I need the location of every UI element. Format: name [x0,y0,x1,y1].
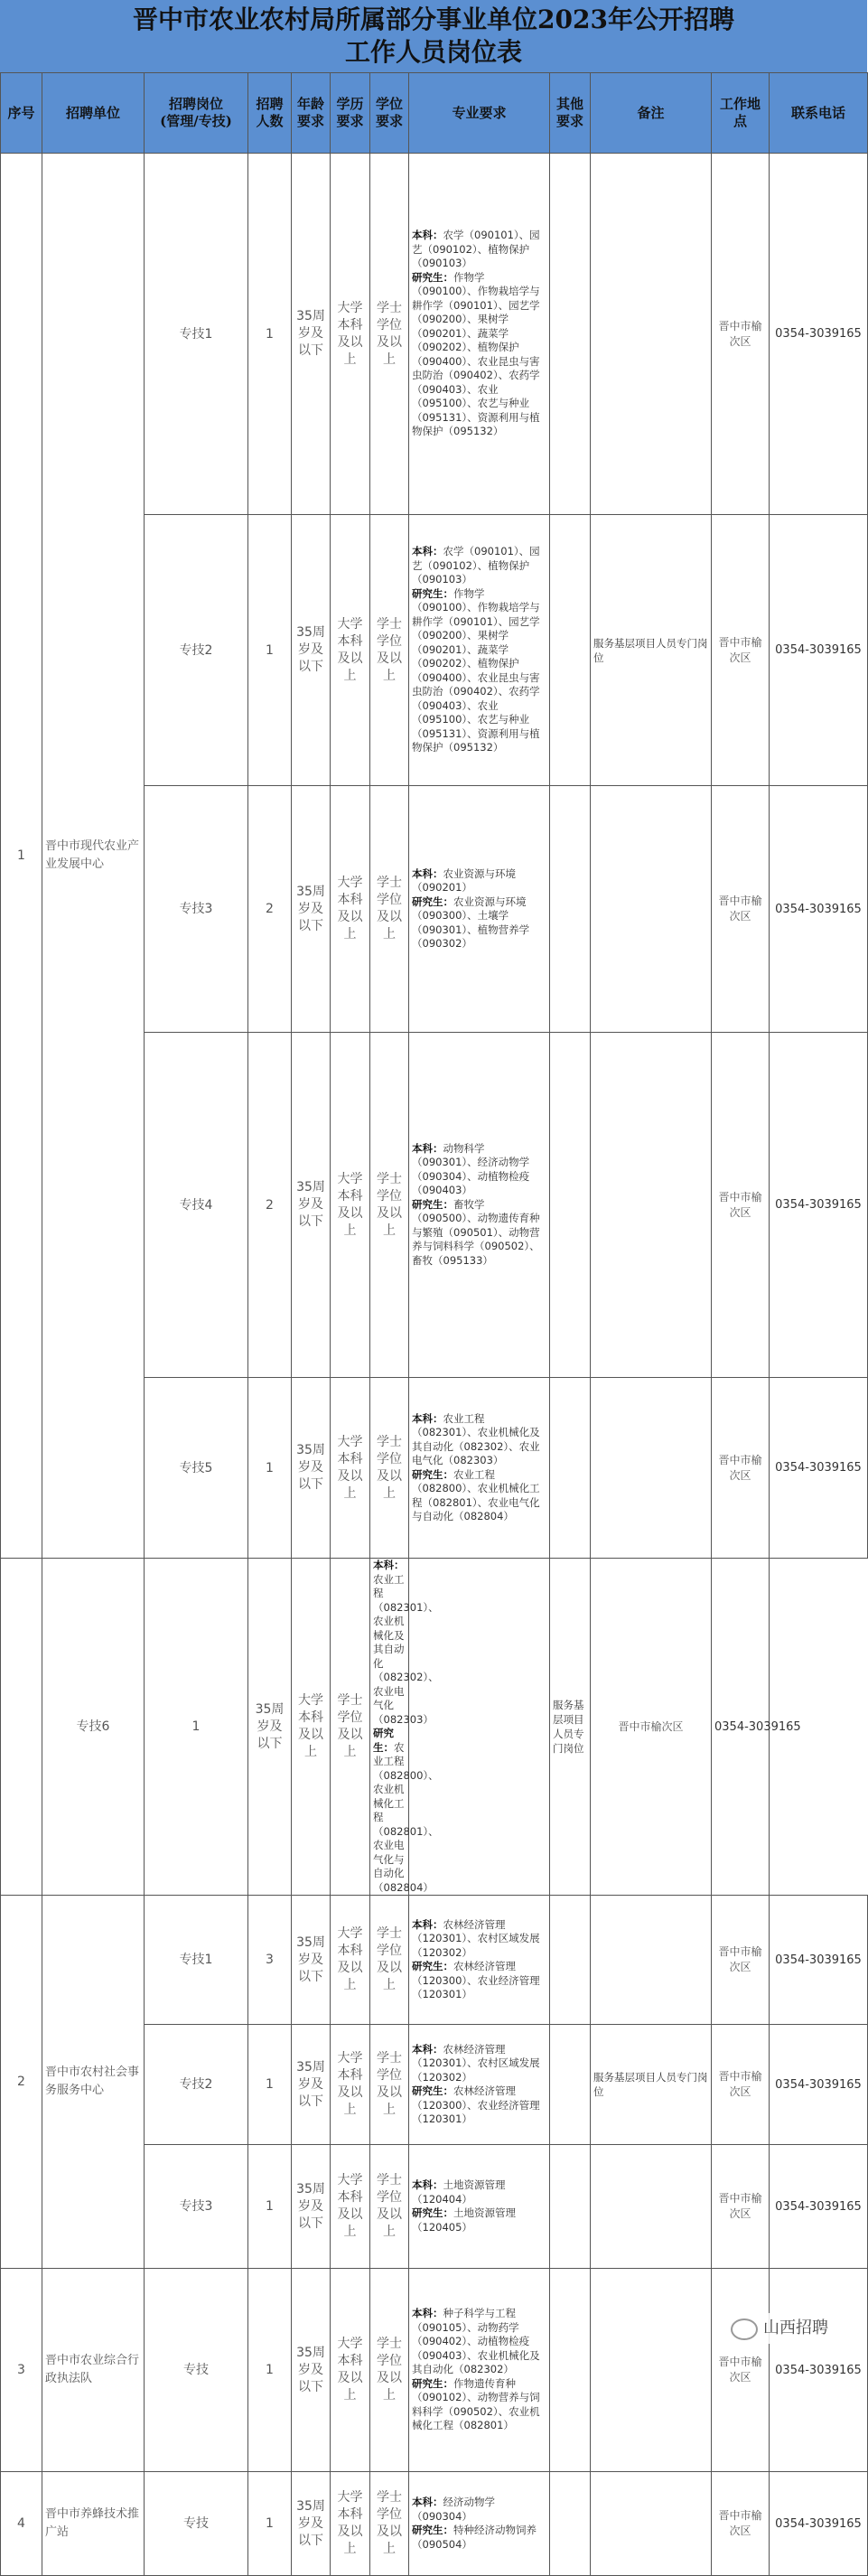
cell-other [550,2145,591,2269]
cell-major [409,786,550,1033]
cell-major [409,2472,550,2576]
cell-other [550,1378,591,1559]
major-text: 特种经济动物饲养（090504） [412,2524,537,2551]
cell-note [591,154,712,515]
cell-edu: 大学本科及以上 [292,1559,331,1896]
major-label: 研究生： [412,2206,453,2219]
cell-edu: 大学本科及以上 [331,1378,370,1559]
cell-loc: 晋中市榆次区 [712,2472,770,2576]
cell-edu: 大学本科及以上 [331,154,370,515]
cell-num: 2 [248,1033,292,1378]
table-row [1,1559,868,1896]
cell-degree: 学士学位及以上 [370,515,409,786]
cell-num: 2 [248,786,292,1033]
cell-num: 1 [248,2145,292,2269]
cell-age: 35周岁及以下 [292,786,331,1033]
major-text: 农林经济管理（120300）、农业经济管理（120301） [412,1960,540,2000]
cell-degree: 学士学位及以上 [370,154,409,515]
title-line-1: 晋中市农业农村局所属部分事业单位2023年公开招聘 [133,5,734,34]
cell-degree: 学士学位及以上 [370,2472,409,2576]
cell-major [409,2145,550,2269]
major-text: 农业工程（082301）、农业机械化及其自动化（082302）、农业电气化（082303） [412,1411,540,1466]
cell-age: 35周岁及以下 [292,154,331,515]
watermark-text: 山西招聘 [763,2318,828,2337]
header-post: 招聘岗位 (管理/专技) [145,73,248,154]
cell-edu: 大学本科及以上 [331,2472,370,2576]
cell-edu: 大学本科及以上 [331,515,370,786]
major-label: 本科： [412,2307,443,2320]
cell-age: 35周岁及以下 [292,1896,331,2025]
major-text: 作物学（090100）、作物栽培学与耕作学（090101）、园艺学（090200）、果树学（090201）、蔬菜学（090202）、植物保护（090400）、农业昆虫与害虫防治（090402）、农药学（090403）、农业（095100）、农艺与种业（095131）、资源利用与植物保护（095132） [412,270,540,438]
cell-seq: 2 [1,1896,42,2269]
cell-note [591,2145,712,2269]
cell-note: 服务基层项目人员专门岗位 [591,515,712,786]
cell-edu: 大学本科及以上 [331,1033,370,1378]
cell-unit [1,1559,42,1896]
cell-other [550,1033,591,1378]
major-label: 研究生： [412,895,453,908]
major-label: 研究生： [412,2376,453,2390]
cell-age: 35周岁及以下 [248,1559,292,1896]
cell-num: 1 [248,515,292,786]
cell-edu: 大学本科及以上 [331,1896,370,2025]
header-other: 其他要求 [550,73,591,154]
cell-edu: 大学本科及以上 [331,2269,370,2472]
cell-tel: 0354-3039165 [770,786,868,1033]
major-label: 本科： [412,1917,443,1931]
header-note: 备注 [591,73,712,154]
cell-loc: 晋中市榆次区 [712,154,770,515]
cell-num: 1 [145,1559,248,1896]
table-row [1,2472,868,2576]
cell-tel: 0354-3039165 [712,1559,770,1896]
major-label: 研究生： [412,1197,453,1211]
cell-post: 专技5 [145,1378,248,1559]
major-label: 研究生： [412,1960,453,1972]
major-label: 研究生： [412,1467,453,1481]
cell-num: 1 [248,2472,292,2576]
cell-seq: 4 [1,2472,42,2576]
cell-degree: 学士学位及以上 [331,1559,370,1896]
cell-major [409,154,550,515]
cell-note [591,786,712,1033]
cell-post: 专技1 [145,154,248,515]
cell-edu: 大学本科及以上 [331,786,370,1033]
cell-degree: 学士学位及以上 [370,2025,409,2145]
cell-degree: 学士学位及以上 [370,2145,409,2269]
major-text: 农业资源与环境（090300）、土壤学（090301）、植物营养学（090302） [412,895,530,950]
cell-tel: 0354-3039165 [770,154,868,515]
cell-major [409,2025,550,2145]
cell-post: 专技 [145,2472,248,2576]
cell-note [591,2269,712,2472]
cell-unit: 晋中市现代农业产业发展中心 [42,154,145,1559]
major-label: 本科： [412,866,443,880]
cell-other [550,786,591,1033]
table-row [1,154,868,515]
major-text: 土地资源管理（120405） [412,2206,516,2234]
cell-tel: 0354-3039165 [770,2025,868,2145]
cell-other [550,1896,591,2025]
header-degree: 学位要求 [370,73,409,154]
cell-other [550,515,591,786]
major-label: 研究生： [412,586,453,600]
major-text: 种子科学与工程（090105）、动物药学（090402）、动植物检疫（090403）、农业机械化及其自动化（082302） [412,2307,540,2376]
cell-age: 35周岁及以下 [292,2269,331,2472]
major-label: 本科： [412,2042,443,2056]
header-num: 招聘人数 [248,73,292,154]
major-text: 农学（090101）、园艺（090102）、植物保护（090103） [412,545,540,586]
cell-loc: 晋中市榆次区 [712,1896,770,2025]
major-text: 作物遗传育种（090102）、动物营养与饲料科学（090502）、农业机械化工程（082801） [412,2376,540,2432]
cell-major [409,515,550,786]
cell-tel: 0354-3039165 [770,2145,868,2269]
cell-post: 专技3 [145,2145,248,2269]
cell-loc: 晋中市榆次区 [712,1033,770,1378]
cell-tel: 0354-3039165 [770,1378,868,1559]
major-label: 本科： [412,1141,443,1155]
cell-unit: 晋中市农业综合行政执法队 [42,2269,145,2472]
cell-num: 3 [248,1896,292,2025]
major-label: 研究生： [412,2084,453,2097]
major-text: 农林经济管理（120301）、农村区域发展（120302） [412,2042,540,2084]
cell-post: 专技2 [145,2025,248,2145]
cell-edu: 大学本科及以上 [331,2145,370,2269]
major-text: 畜牧学（090500）、动物遗传育种与繁殖（090501）、动物营养与饲料科学（090502）、畜牧（095133） [412,1197,540,1267]
positions-table [0,72,868,2576]
header-seq: 序号 [1,73,42,154]
cell-loc: 晋中市榆次区 [712,2025,770,2145]
cell-degree: 学士学位及以上 [370,1378,409,1559]
cell-note: 服务基层项目人员专门岗位 [550,1559,591,1896]
cell-post: 专技6 [42,1559,145,1896]
cell-degree: 学士学位及以上 [370,1033,409,1378]
cell-unit: 晋中市养蜂技术推广站 [42,2472,145,2576]
cell-tel: 0354-3039165 [770,2472,868,2576]
table-row [1,1896,868,2025]
cell-degree: 学士学位及以上 [370,2269,409,2472]
cell-post: 专技 [145,2269,248,2472]
table-title [0,0,867,72]
major-label: 研究生： [412,270,453,284]
cell-tel: 0354-3039165 [770,1033,868,1378]
cell-major [409,1033,550,1378]
cell-post: 专技2 [145,515,248,786]
cell-post: 专技3 [145,786,248,1033]
cell-age: 35周岁及以下 [292,2145,331,2269]
cell-age: 35周岁及以下 [292,515,331,786]
cell-post: 专技4 [145,1033,248,1378]
cell-loc: 晋中市榆次区 [712,786,770,1033]
major-label: 本科： [412,229,443,242]
cell-tel: 0354-3039165 [770,2269,868,2472]
header-edu: 学历要求 [331,73,370,154]
cell-other [550,2269,591,2472]
cell-other [550,2025,591,2145]
cell-note [591,1896,712,2025]
cell-num: 1 [248,2269,292,2472]
major-text: 作物学（090100）、作物栽培学与耕作学（090101）、园艺学（090200）、果树学（090201）、蔬菜学（090202）、植物保护（090400）、农业昆虫与害虫防治（090402）、农药学（090403）、农业（095100）、农艺与种业（095131）、资源利用与植物保护（095132） [412,586,540,754]
cell-major [409,1896,550,2025]
cell-major [370,1559,439,1896]
major-label: 本科： [412,545,443,558]
major-text: 农业工程（082800）、农业机械化工程（082801）、农业电气化与自动化（082804） [412,1467,540,1522]
major-label: 研究生： [373,1727,394,1754]
cell-degree: 学士学位及以上 [370,786,409,1033]
cell-loc: 晋中市榆次区 [591,1559,712,1896]
header-age: 年龄要求 [292,73,331,154]
cell-note [591,1033,712,1378]
major-label: 本科： [373,1559,405,1571]
cell-age: 35周岁及以下 [292,1033,331,1378]
cell-loc: 晋中市榆次区 [712,515,770,786]
cell-age: 35周岁及以下 [292,2472,331,2576]
cell-age: 35周岁及以下 [292,2025,331,2145]
major-label: 本科： [412,2496,443,2508]
major-text: 农业资源与环境（090201） [412,866,516,894]
header-row [1,73,868,154]
cell-age: 35周岁及以下 [292,1378,331,1559]
header-major: 专业要求 [409,73,550,154]
header-tel: 联系电话 [770,73,868,154]
cell-degree: 学士学位及以上 [370,1896,409,2025]
major-label: 研究生： [412,2524,453,2536]
table-row [1,2269,868,2472]
major-text: 土地资源管理（120404） [412,2178,506,2206]
major-text: 农林经济管理（120300）、农业经济管理（120301） [412,2084,540,2125]
major-text: 农林经济管理（120301）、农村区域发展（120302） [412,1917,540,1959]
cell-other [550,2472,591,2576]
cell-loc: 晋中市榆次区 [712,1378,770,1559]
major-text: 动物科学（090301）、经济动物学（090304）、动植物检疫（090403） [412,1141,530,1197]
header-unit: 招聘单位 [42,73,145,154]
cell-seq: 3 [1,2269,42,2472]
cell-major [409,2269,550,2472]
cell-note [591,2472,712,2576]
major-label: 本科： [412,2178,443,2191]
cell-note: 服务基层项目人员专门岗位 [591,2025,712,2145]
cell-loc: 晋中市榆次区 [712,2269,770,2472]
cell-unit: 晋中市农村社会事务服务中心 [42,1896,145,2269]
major-text: 经济动物学（090304） [412,2496,495,2523]
cell-tel: 0354-3039165 [770,1896,868,2025]
cell-edu: 大学本科及以上 [331,2025,370,2145]
title-line-2: 工作人员岗位表 [344,37,522,67]
major-label: 本科： [412,1411,443,1425]
major-text: 农学（090101）、园艺（090102）、植物保护（090103） [412,229,540,270]
cell-tel: 0354-3039165 [770,515,868,786]
cell-post: 专技1 [145,1896,248,2025]
major-text: 农业工程（082301）、农业机械化及其自动化（082302）、农业电气化（082303） [373,1572,439,1726]
cell-seq: 1 [1,154,42,1559]
cell-other [550,154,591,515]
header-loc: 工作地点 [712,73,770,154]
cell-loc: 晋中市榆次区 [712,2145,770,2269]
wechat-icon [731,2318,758,2340]
watermark [727,2313,863,2344]
cell-num: 1 [248,1378,292,1559]
major-text: 农业工程（082800）、农业机械化工程（082801）、农业电气化与自动化（082804） [373,1740,439,1894]
cell-note [591,1378,712,1559]
cell-num: 1 [248,2025,292,2145]
cell-major [409,1378,550,1559]
cell-num: 1 [248,154,292,515]
